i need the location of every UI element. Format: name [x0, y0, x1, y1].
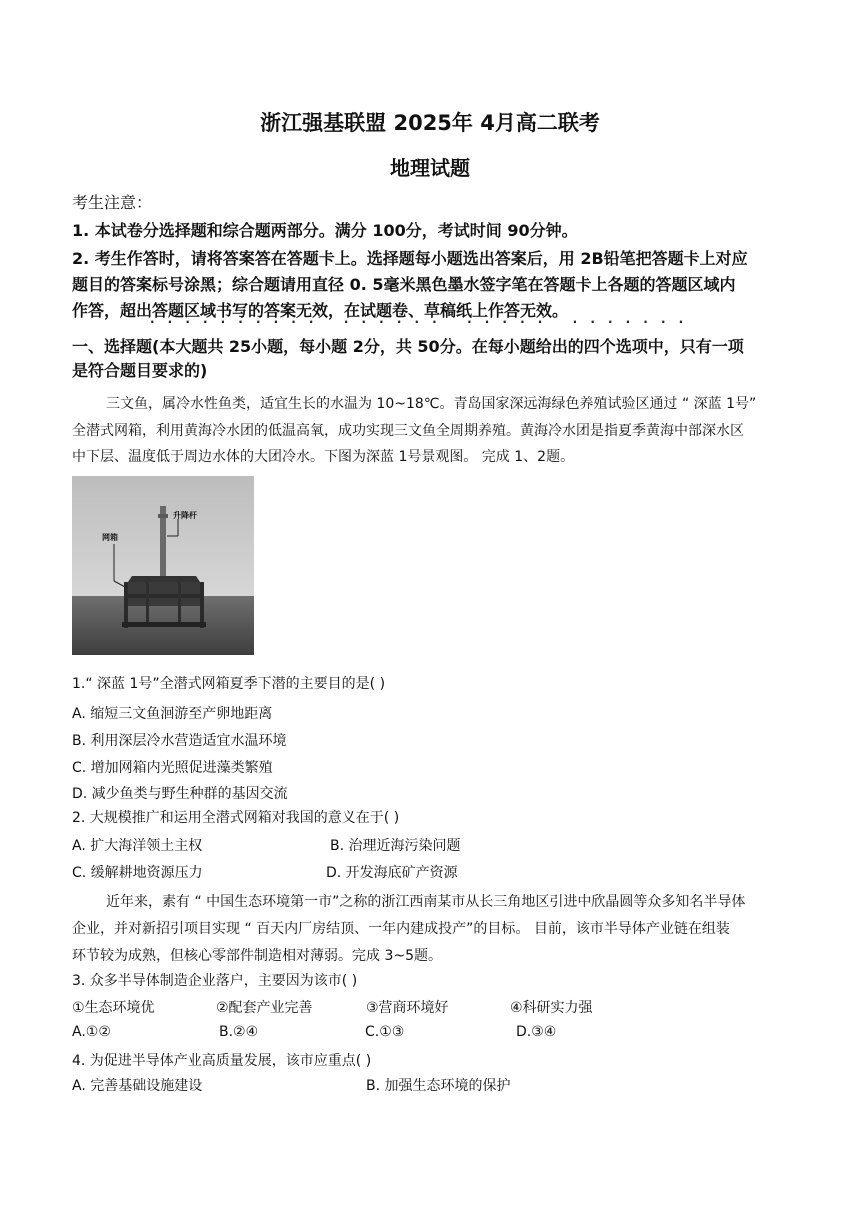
q3-option-c: C.①③ [365, 1024, 405, 1040]
q1-option-b: B. 利用深层冷水营造适宜水温环境 [72, 733, 287, 749]
q3-option-a: A.①② [72, 1024, 111, 1040]
q4-option-b: B. 加强生态环境的保护 [366, 1078, 511, 1094]
notice-heading: 考生注意： [72, 193, 153, 212]
section-heading-line-1: 一、选择题(本大题共 25小题，每小题 2分，共 50分。在每小题给出的四个选项中，只有一项 [72, 337, 744, 356]
q3-option-d: D.③④ [516, 1024, 557, 1040]
passage-1-line-3: 中下层、温度低于周边水体的大团冷水。下图为深蓝 1号景观图。 完成 1、2题。 [72, 449, 575, 465]
q3-stem: 3. 众多半导体制造企业落户，主要因为该市( ) [72, 973, 358, 989]
passage-2-line-1: 近年来，素有 “ 中国生态环境第一市”之称的浙江西南某市从长三角地区引进中欣晶圆等众多知名半导体 [106, 894, 746, 910]
passage-2-line-3: 环节较为成熟，但核心零部件制造相对薄弱。完成 3~5题。 [72, 948, 442, 964]
q2-option-d: D. 开发海底矿产资源 [326, 865, 458, 881]
notice-item-2-line-2: 题目的答案标号涂黑；综合题请用直径 0. 5毫米黑色墨水签字笔在答题卡上各题的答题区域内 [72, 275, 736, 294]
q1-option-c: C. 增加网箱内光照促进藻类繁殖 [72, 760, 273, 776]
emphasis-dots: ·········· ······ ····· ······· [150, 315, 697, 329]
q1-stem: 1.“ 深蓝 1号”全潜式网箱夏季下潜的主要目的是( ) [72, 676, 386, 692]
notice-item-2-line-1: 2. 考生作答时，请将答案答在答题卡上。选择题每小题选出答案后，用 2B铅笔把答题卡上对应 [72, 249, 748, 268]
q1-option-a: A. 缩短三文鱼洄游至产卵地距离 [72, 706, 273, 722]
q2-option-a: A. 扩大海洋领土主权 [72, 838, 203, 854]
q3-item-3: ③营商环境好 [366, 1000, 449, 1016]
q3-item-2: ②配套产业完善 [216, 1000, 313, 1016]
passage-1-line-2: 全潜式网箱，利用黄海冷水团的低温高氧，成功实现三文鱼全周期养殖。黄海冷水团是指夏季黄海中部深水区 [72, 423, 744, 439]
q4-stem: 4. 为促进半导体产业高质量发展，该市应重点( ) [72, 1053, 372, 1069]
passage-2-line-2: 企业，并对新招引项目实现 “ 百天内厂房结顶、一年内建成投产”的目标。 目前，该市半导体产业链在组装 [72, 921, 730, 937]
q3-option-b: B.②④ [219, 1024, 259, 1040]
notice-item-2-line-3: 作答，超出答题区域书写的答案无效，在试题卷、草稿纸上作答无效。 [72, 301, 569, 320]
q4-option-a: A. 完善基础设施建设 [72, 1078, 203, 1094]
section-heading-line-2: 是符合题目要求的) [72, 361, 208, 380]
net-cage-label: 网箱 [102, 533, 118, 542]
q3-item-1: ①生态环境优 [72, 1000, 155, 1016]
notice-item-1: 1. 本试卷分选择题和综合题两部分。满分 100分，考试时间 90分钟。 [72, 221, 578, 240]
q2-option-c: C. 缓解耕地资源压力 [72, 865, 203, 881]
exam-title: 浙江强基联盟 2025年 4月高二联考 [260, 111, 600, 135]
q1-option-d: D. 减少鱼类与野生种群的基因交流 [72, 786, 288, 802]
q3-item-4: ④科研实力强 [510, 1000, 593, 1016]
exam-subtitle: 地理试题 [390, 156, 470, 180]
shenlan-1-photo [72, 476, 254, 655]
q2-option-b: B. 治理近海污染问题 [330, 838, 461, 854]
q2-stem: 2. 大规模推广和运用全潜式网箱对我国的意义在于( ) [72, 810, 400, 826]
passage-1-line-1: 三文鱼，属冷水性鱼类，适宜生长的水温为 10~18℃。青岛国家深远海绿色养殖试验区通过 “ 深蓝 1号” [106, 396, 757, 412]
lift-rod-label: 升降杆 [173, 511, 197, 520]
